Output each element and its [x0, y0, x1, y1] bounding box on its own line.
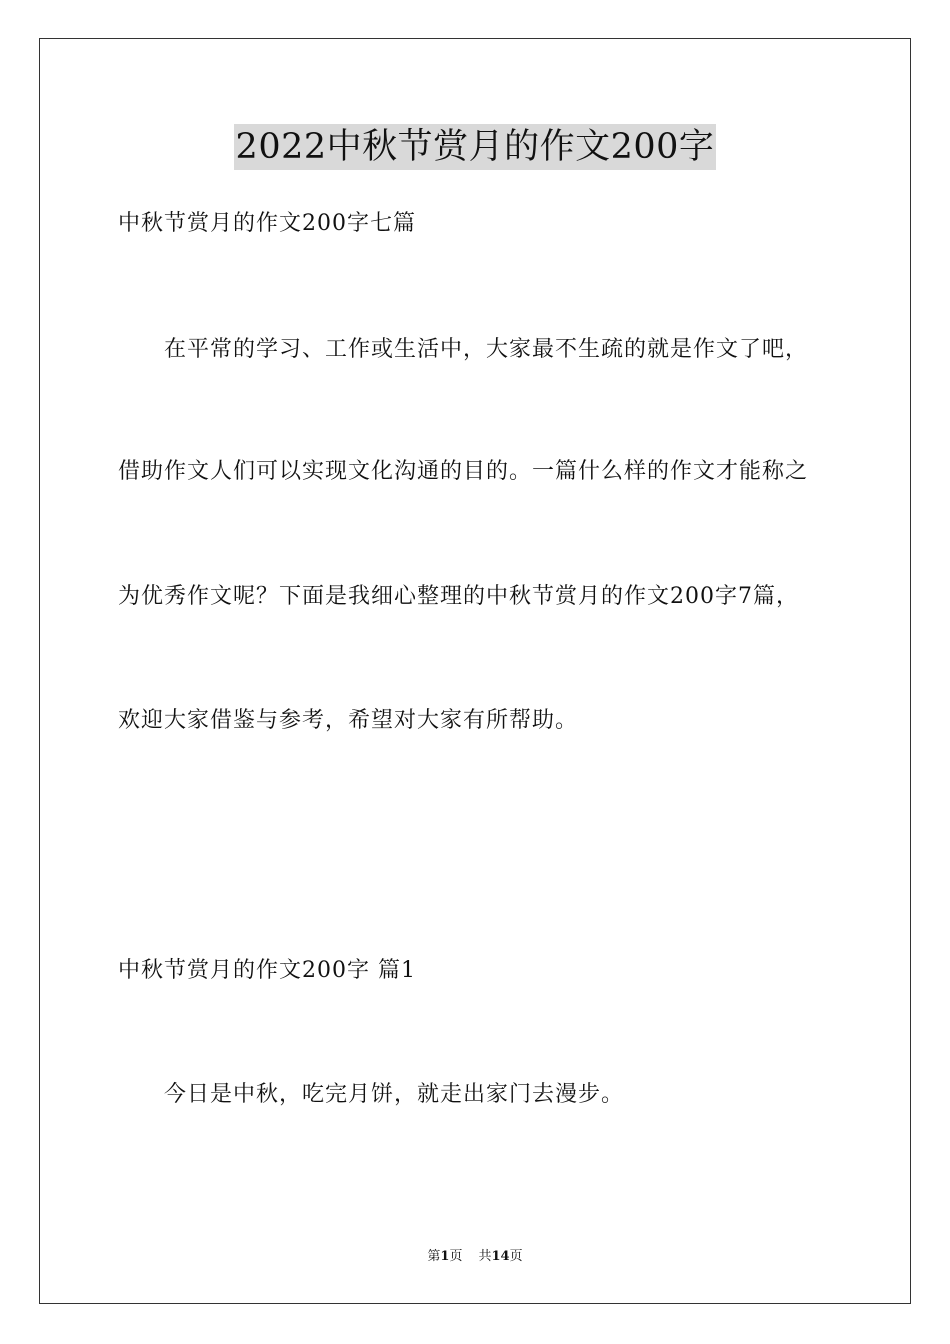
section-heading: 中秋节赏月的作文200字 篇1 — [118, 958, 416, 983]
total-suffix: 页 — [509, 1249, 523, 1264]
page-current: 1 — [440, 1249, 450, 1264]
section-first-line: 今日是中秋，吃完月饼，就走出家门去漫步。 — [164, 1082, 625, 1107]
document-title-text: 2022中秋节赏月的作文200字 — [234, 124, 717, 170]
document-title — [0, 124, 950, 170]
page-prefix: 第 — [427, 1249, 441, 1264]
page-suffix: 页 — [449, 1249, 463, 1264]
page-footer — [0, 1248, 950, 1266]
intro-line-2: 借助作文人们可以实现文化沟通的目的。一篇什么样的作文才能称之 — [118, 459, 809, 484]
intro-line-3: 为优秀作文呢？下面是我细心整理的中秋节赏月的作文200字7篇， — [118, 584, 799, 609]
intro-line-1: 在平常的学习、工作或生活中，大家最不生疏的就是作文了吧， — [164, 337, 809, 362]
total-prefix: 共 — [478, 1249, 492, 1264]
document-subtitle: 中秋节赏月的作文200字七篇 — [118, 211, 416, 236]
intro-line-4: 欢迎大家借鉴与参考，希望对大家有所帮助。 — [118, 708, 579, 733]
page-total: 14 — [491, 1249, 510, 1264]
